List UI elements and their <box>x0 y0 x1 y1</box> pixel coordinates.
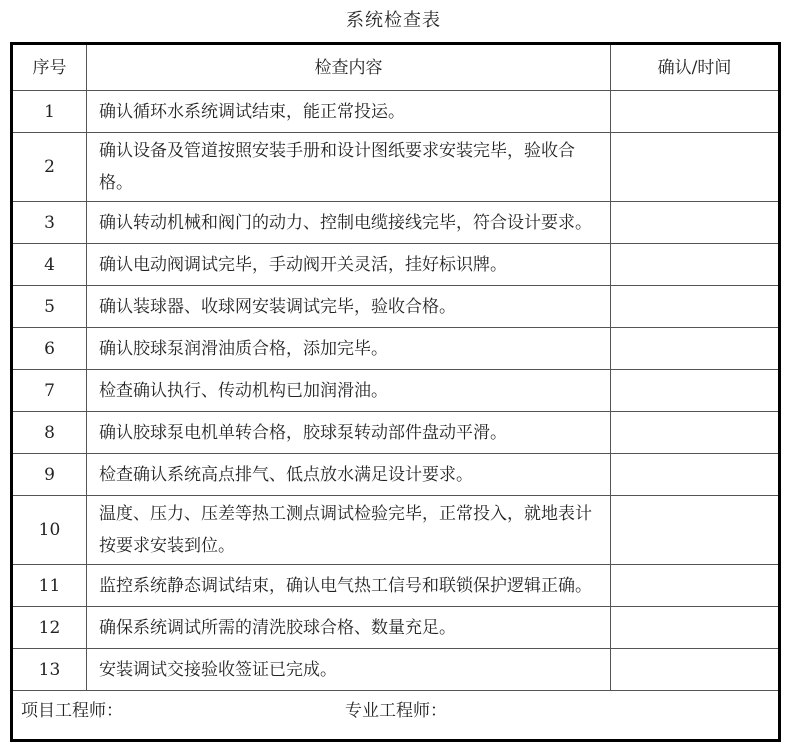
row-content: 确认胶球泵润滑油质合格，添加完毕。 <box>87 328 611 370</box>
confirm-cell <box>611 133 780 202</box>
confirm-cell <box>611 496 780 565</box>
page-title: 系统检查表 <box>346 10 441 31</box>
professional-engineer-label: 专业工程师： <box>345 701 447 721</box>
table-row <box>12 412 780 454</box>
row-content: 确保系统调试所需的清洗胶球合格、数量充足。 <box>87 607 611 649</box>
confirm-cell <box>611 244 780 286</box>
table-row <box>12 133 780 202</box>
row-content: 温度、压力、压差等热工测点调试检验完毕，正常投入，就地表计按要求安装到位。 <box>87 496 611 565</box>
confirm-cell <box>611 454 780 496</box>
table-row <box>12 286 780 328</box>
row-number: 8 <box>12 412 87 454</box>
inspection-checklist-table <box>10 42 781 742</box>
table-row <box>12 91 780 133</box>
row-number: 6 <box>12 328 87 370</box>
confirm-cell <box>611 91 780 133</box>
table-header-row <box>12 44 780 91</box>
row-number: 4 <box>12 244 87 286</box>
signature-cell <box>12 691 780 741</box>
signature-row <box>12 691 780 741</box>
confirm-cell <box>611 202 780 244</box>
table-row <box>12 244 780 286</box>
row-number: 12 <box>12 607 87 649</box>
table-row <box>12 454 780 496</box>
row-number: 11 <box>12 565 87 607</box>
row-content: 确认循环水系统调试结束，能正常投运。 <box>87 91 611 133</box>
row-content: 检查确认执行、传动机构已加润滑油。 <box>87 370 611 412</box>
table-row <box>12 370 780 412</box>
row-number: 3 <box>12 202 87 244</box>
row-number: 5 <box>12 286 87 328</box>
confirm-cell <box>611 286 780 328</box>
table-row <box>12 565 780 607</box>
row-content: 监控系统静态调试结束，确认电气热工信号和联锁保护逻辑正确。 <box>87 565 611 607</box>
table-row <box>12 607 780 649</box>
col-header-no: 序号 <box>12 44 87 91</box>
row-content: 确认胶球泵电机单转合格，胶球泵转动部件盘动平滑。 <box>87 412 611 454</box>
confirm-cell <box>611 370 780 412</box>
confirm-cell <box>611 607 780 649</box>
confirm-cell <box>611 565 780 607</box>
confirm-cell <box>611 412 780 454</box>
table-row <box>12 649 780 691</box>
row-number: 7 <box>12 370 87 412</box>
confirm-cell <box>611 328 780 370</box>
table-row <box>12 496 780 565</box>
row-number: 10 <box>12 496 87 565</box>
row-content: 确认转动机械和阀门的动力、控制电缆接线完毕，符合设计要求。 <box>87 202 611 244</box>
row-number: 1 <box>12 91 87 133</box>
row-number: 9 <box>12 454 87 496</box>
row-content: 确认设备及管道按照安装手册和设计图纸要求安装完毕，验收合格。 <box>87 133 611 202</box>
row-content: 确认装球器、收球网安装调试完毕，验收合格。 <box>87 286 611 328</box>
confirm-cell <box>611 649 780 691</box>
col-header-content: 检查内容 <box>87 44 611 91</box>
row-content: 安装调试交接验收签证已完成。 <box>87 649 611 691</box>
table-row <box>12 202 780 244</box>
row-content: 确认电动阀调试完毕，手动阀开关灵活，挂好标识牌。 <box>87 244 611 286</box>
row-number: 13 <box>12 649 87 691</box>
row-number: 2 <box>12 133 87 202</box>
table-row <box>12 328 780 370</box>
project-engineer-label: 项目工程师： <box>21 701 123 721</box>
col-header-confirm: 确认/时间 <box>611 44 780 91</box>
row-content: 检查确认系统高点排气、低点放水满足设计要求。 <box>87 454 611 496</box>
